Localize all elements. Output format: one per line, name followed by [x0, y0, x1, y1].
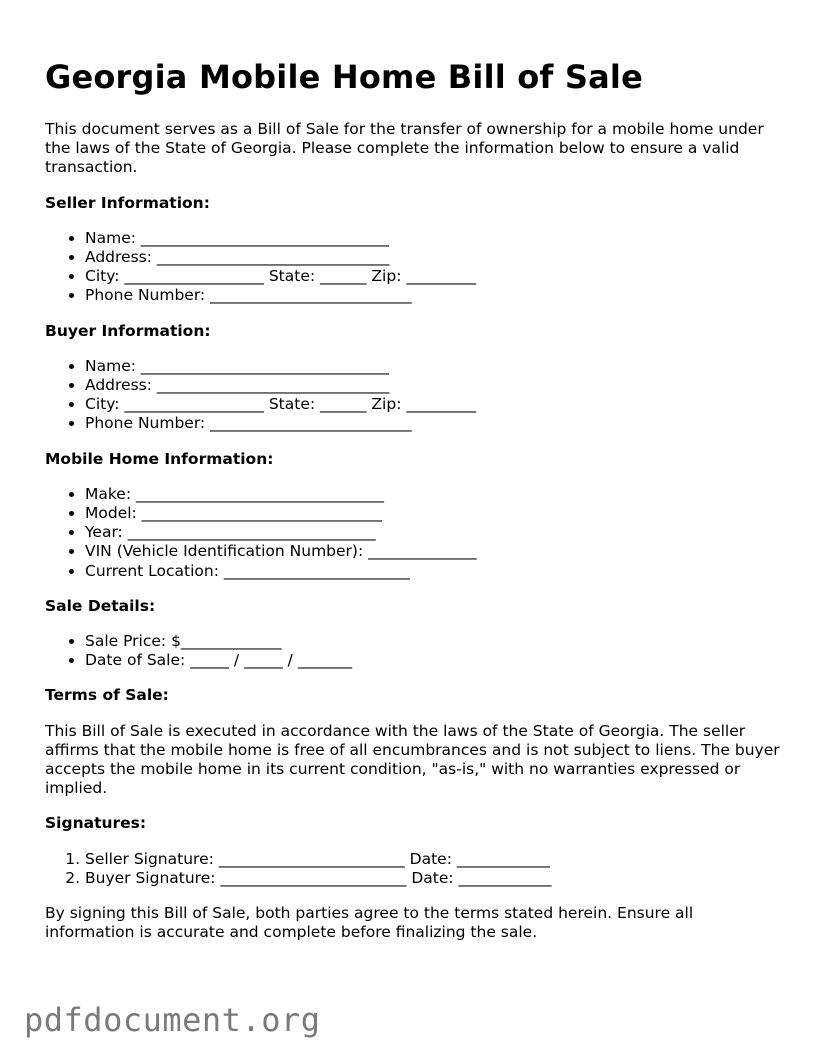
watermark-text: pdfdocument.org [24, 1001, 321, 1039]
seller-phone-field[interactable]: • Phone Number: __________________________ [85, 286, 785, 305]
buyer-phone-field[interactable]: • Phone Number: __________________________ [85, 414, 785, 433]
buyer-address-field[interactable]: • Address: ______________________________ [85, 376, 785, 395]
seller-city-state-zip-field[interactable]: • City: __________________ State: ______ Zip: _________ [85, 267, 785, 286]
terms-paragraph: This Bill of Sale is executed in accordance with the laws of the State of Georgia. The seller affirms that the mobile home is free of all encumbrances and is not subject to liens. The buyer accepts the mobile home in its current condition, "as-is," with no warranties expressed or implied. [45, 721, 780, 798]
sale-details-heading: Sale Details: [45, 596, 156, 615]
buyer-name-field[interactable]: • Name: ________________________________ [85, 357, 785, 376]
seller-name-field[interactable]: • Name: ________________________________ [85, 229, 785, 248]
buyer-signature-field[interactable]: 2. Buyer Signature: ________________________ Date: ____________ [85, 869, 785, 888]
buyer-city-state-zip-field[interactable]: • City: __________________ State: ______ Zip: _________ [85, 395, 785, 414]
seller-address-field[interactable]: • Address: ______________________________ [85, 248, 785, 267]
document-title: Georgia Mobile Home Bill of Sale [45, 58, 644, 96]
seller-heading: Seller Information: [45, 193, 210, 212]
sale-details-list [45, 632, 785, 670]
signatures-heading: Signatures: [45, 814, 147, 833]
intro-paragraph: This document serves as a Bill of Sale for the transfer of ownership for a mobile home under the laws of the State of Georgia. Please complete the information below to ensure a valid transaction. [45, 120, 764, 177]
model-field[interactable]: • Model: _______________________________ [85, 504, 785, 523]
seller-list [45, 229, 785, 306]
mobile-home-list [45, 485, 785, 581]
terms-heading: Terms of Sale: [45, 686, 169, 705]
year-field[interactable]: • Year: ________________________________ [85, 523, 785, 542]
signatures-list [45, 850, 785, 888]
buyer-list [45, 357, 785, 434]
buyer-heading: Buyer Information: [45, 321, 211, 340]
sale-price-field[interactable]: • Sale Price: $_____________ [85, 632, 785, 651]
current-location-field[interactable]: • Current Location: ________________________ [85, 562, 785, 581]
sale-date-field[interactable]: • Date of Sale: _____ / _____ / _______ [85, 651, 785, 670]
vin-field[interactable]: • VIN (Vehicle Identification Number): ______________ [85, 542, 785, 561]
seller-signature-field[interactable]: 1. Seller Signature: ________________________ Date: ____________ [85, 850, 785, 869]
make-field[interactable]: • Make: ________________________________ [85, 485, 785, 504]
document-page [45, 58, 785, 943]
mobile-home-heading: Mobile Home Information: [45, 449, 274, 468]
closing-paragraph: By signing this Bill of Sale, both parties agree to the terms stated herein. Ensure all information is accurate and complete before finalizing the sale. [45, 904, 694, 942]
